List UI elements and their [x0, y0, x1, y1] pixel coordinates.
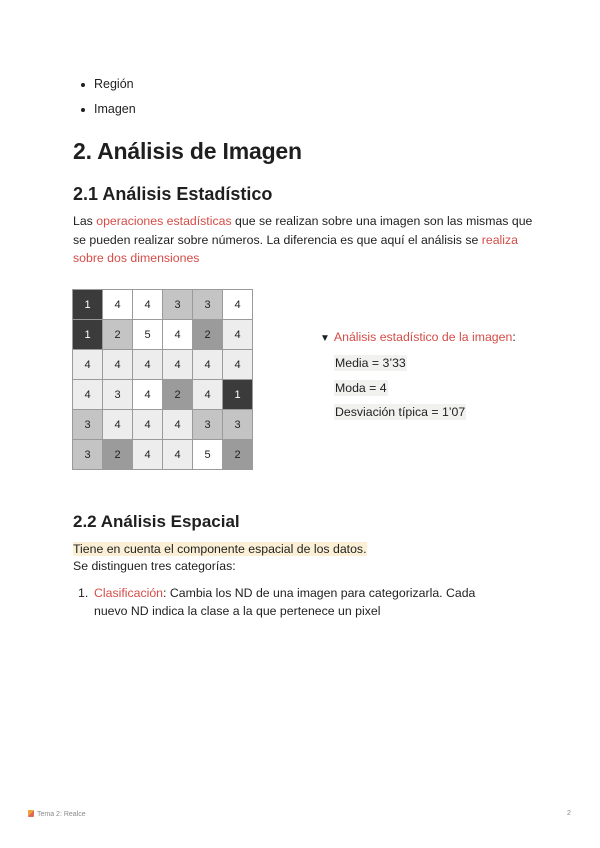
highlight-dimensiones: realiza sobre dos dimensiones — [73, 232, 519, 265]
toggle-block[interactable] — [320, 327, 516, 425]
footer-text: Tema 2: Realce — [37, 811, 86, 818]
grid-cell: 4 — [73, 350, 103, 380]
grid-cell: 4 — [73, 380, 103, 410]
bullet-item: Región — [76, 72, 136, 97]
grid-cell: 4 — [103, 350, 133, 380]
grid-row — [73, 380, 253, 410]
grid-cell: 2 — [193, 320, 223, 350]
highlight-operaciones: operaciones estadísticas — [96, 214, 232, 228]
grid-cell: 3 — [73, 440, 103, 470]
stat-media: Media = 3’33 — [335, 356, 406, 370]
toggle-title: Análisis estadístico de la imagen — [333, 330, 513, 344]
grid-row — [73, 350, 253, 380]
stat-desviacion: Desviación típica = 1’07 — [335, 405, 466, 419]
grid-cell: 4 — [133, 290, 163, 320]
grid-cell: 4 — [133, 410, 163, 440]
stats-paragraph — [73, 212, 533, 268]
stat-moda: Moda = 4 — [335, 380, 387, 395]
grid-cell: 4 — [223, 320, 253, 350]
grid-cell: 4 — [163, 440, 193, 470]
grid-cell: 3 — [193, 410, 223, 440]
bullet-list — [76, 72, 136, 122]
term-description: : Cambia los ND de una imagen para categorizarla. Cada nuevo ND indica la clase a la que pertenece un pixel — [94, 586, 476, 618]
grid-cell: 4 — [223, 350, 253, 380]
para-text: Las — [73, 214, 97, 228]
grid-cell: 4 — [193, 380, 223, 410]
grid-cell: 3 — [73, 410, 103, 440]
pixel-grid-table — [72, 289, 253, 470]
grid-cell: 4 — [163, 320, 193, 350]
stat-item — [334, 376, 516, 401]
para-text: que se realizan sobre una imagen son las mismas que se pueden realizar sobre números. La diferencia es que aquí el análisis se — [73, 214, 533, 247]
grid-cell: 2 — [103, 320, 133, 350]
grid-cell: 4 — [193, 350, 223, 380]
grid-cell: 4 — [103, 290, 133, 320]
grid-cell: 3 — [103, 380, 133, 410]
grid-row — [73, 410, 253, 440]
list-item — [78, 584, 508, 620]
page-number: 2 — [567, 810, 571, 817]
categories-list — [78, 584, 508, 620]
footer-title — [28, 810, 86, 818]
grid-cell: 1 — [223, 380, 253, 410]
pixel-grid-body — [73, 290, 253, 470]
term-clasificacion: Clasificación — [94, 586, 164, 600]
highlight-text: Tiene en cuenta el componente espacial de los datos. — [73, 542, 367, 556]
grid-cell: 4 — [163, 350, 193, 380]
list-number: 1. — [78, 586, 89, 600]
grid-row — [73, 290, 253, 320]
grid-cell: 2 — [163, 380, 193, 410]
grid-cell: 1 — [73, 290, 103, 320]
grid-row — [73, 440, 253, 470]
stats-list — [334, 351, 516, 425]
grid-cell: 4 — [133, 440, 163, 470]
notion-icon — [28, 810, 34, 817]
grid-cell: 4 — [103, 410, 133, 440]
grid-cell: 2 — [103, 440, 133, 470]
heading-analisis-de-imagen: 2. Análisis de Imagen — [73, 138, 302, 164]
pixel-grid — [72, 289, 253, 470]
grid-cell: 1 — [73, 320, 103, 350]
categories-intro: Se distinguen tres categorías: — [73, 559, 236, 573]
grid-row — [73, 320, 253, 350]
heading-analisis-estadistico: 2.1 Análisis Estadístico — [73, 184, 273, 204]
grid-cell: 5 — [193, 440, 223, 470]
toggle-colon: : — [512, 330, 516, 344]
grid-cell: 3 — [193, 290, 223, 320]
grid-cell: 4 — [133, 350, 163, 380]
grid-cell: 2 — [223, 440, 253, 470]
grid-cell: 3 — [223, 410, 253, 440]
heading-analisis-espacial: 2.2 Análisis Espacial — [73, 512, 240, 531]
grid-cell: 3 — [163, 290, 193, 320]
grid-cell: 5 — [133, 320, 163, 350]
grid-cell: 4 — [133, 380, 163, 410]
stat-item — [334, 351, 516, 376]
toggle-header[interactable] — [320, 327, 516, 349]
grid-cell: 4 — [163, 410, 193, 440]
stat-item — [334, 400, 516, 425]
grid-cell: 4 — [223, 290, 253, 320]
highlighted-sentence — [73, 541, 367, 558]
triangle-down-icon[interactable]: ▼ — [320, 333, 330, 344]
bullet-item: Imagen — [76, 97, 136, 122]
